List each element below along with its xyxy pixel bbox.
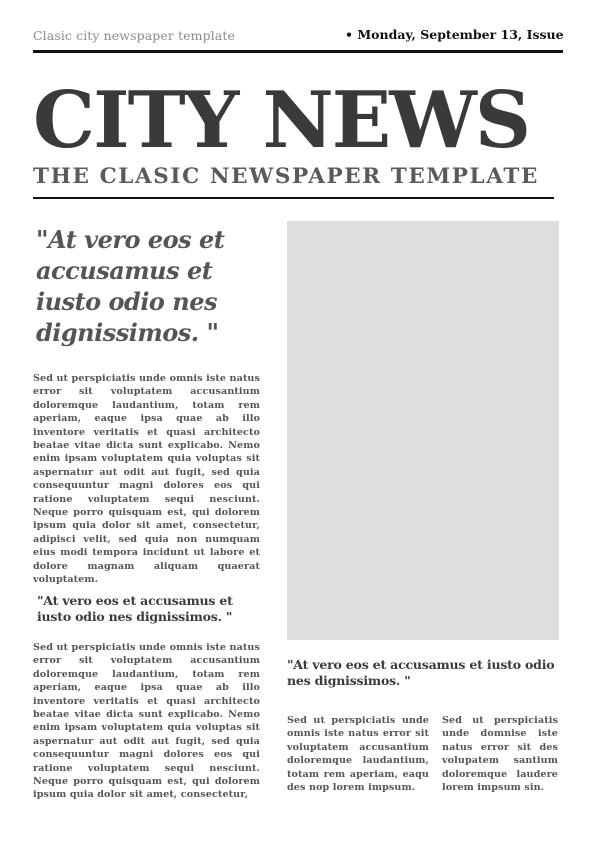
pull-quote-right: "At vero eos et accusamus et iusto odio nes dignissimos. " (287, 657, 555, 688)
article-paragraph-1: Sed ut perspiciatis unde omnis iste natus error sit voluptatem accusantium doloremque laudantium, totam rem aperiam, eaque ipsa quae ab illo inventore veritatis et quasi architecto beatae vitae dicta sunt explicabo. Nemo enim ipsam voluptatem quia voluptas sit aspernatur aut odit aut fugit, sed quia consequuntur magni dolores eos qui ratione voluptatem sequi nesciunt. Neque porro quisquam est, qui dolorem ipsum quia dolor sit amet, consectetur, adipisci velit, sed quia non numquam eius modi tempora incidunt ut labore et dolore magnam aliquam quaerat voluptatem. (33, 373, 260, 586)
lead-pull-quote: "At vero eos et accusamus et iusto odio nes dignissimos. " (36, 225, 225, 347)
masthead-divider (33, 197, 554, 199)
header-dateline: • Monday, September 13, Issue (345, 27, 564, 42)
article-paragraph-2: Sed ut perspiciatis unde omnis iste natus error sit voluptatem accusantium doloremque laudantium, totam rem aperiam, eaque ipsa quae ab illo inventore veritatis et quasi architecto beatae vitae dicta sunt explicabo. Nemo enim ipsam voluptatem quia voluptas sit aspernatur aut odit aut fugit, sed quia consequuntur magni dolores eos qui ratione voluptatem sequi nesciunt. Neque porro quisquam est, qui dolorem ipsum quia dolor sit amet, consectetur, (33, 642, 260, 801)
article-paragraph-right-a: Sed ut perspiciatis unde omnis iste natus error sit voluptatem accusantium doloremque laudantium, totam rem aperiam, eaqu des nop lorem impsum. (287, 715, 429, 794)
masthead-subtitle: THE CLASIC NEWSPAPER TEMPLATE (33, 164, 539, 189)
pull-quote-left: "At vero eos et accusamus et iusto odio nes dignissimos. " (37, 593, 233, 624)
top-divider (33, 50, 563, 53)
article-paragraph-right-b: Sed ut perspiciatis unde domnise iste natus error sit des volupatem santium doloremque laudere lorem impsum sin. (442, 715, 558, 794)
header-tagline: Clasic city newspaper template (33, 28, 235, 43)
masthead-title: CITY NEWS (33, 75, 530, 166)
image-placeholder (287, 221, 559, 640)
